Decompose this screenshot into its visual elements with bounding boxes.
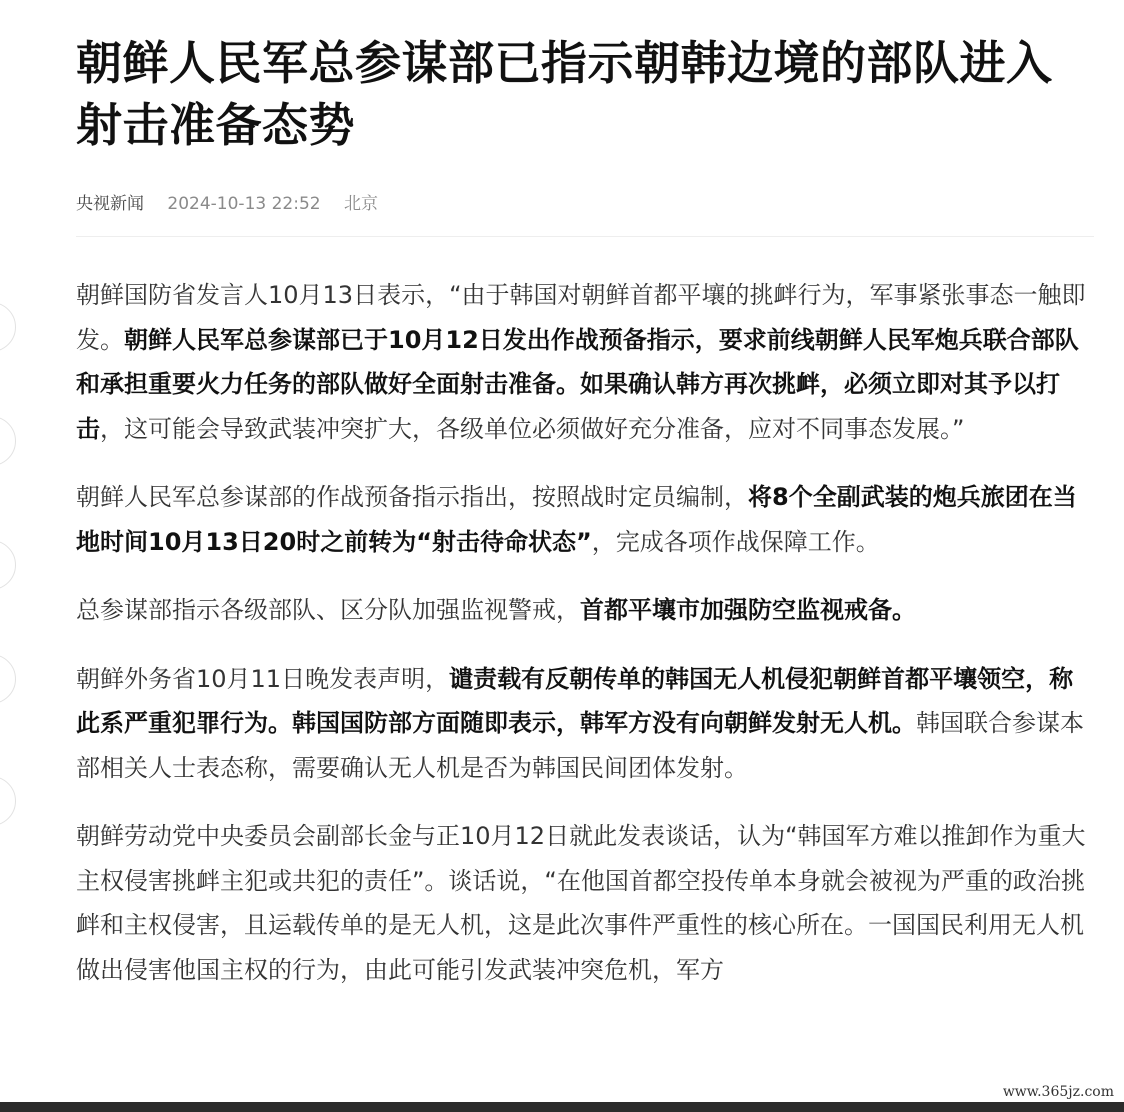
- site-watermark: www.365jz.com: [999, 1082, 1118, 1102]
- text-span: 韩国联合参谋本部相关人士表态称，需要确认无人机是否为韩国民间团体发射。: [76, 709, 1084, 782]
- bold-text: 将8个全副武装的炮兵旅团在当地时间10月13日20时之前转为“射击待命状态”: [76, 483, 1077, 556]
- article-paragraph: [76, 588, 1096, 633]
- text-span: ，完成各项作战保障工作。: [591, 527, 880, 556]
- side-share-button[interactable]: [0, 302, 16, 352]
- text-span: 朝鲜国防省发言人10月13日表示，“由于韩国对朝鲜首都平壤的挑衅行为，军事紧张事态一触即发。: [76, 281, 1086, 354]
- side-comment-button[interactable]: [0, 416, 16, 466]
- text-span: 总参谋部指示各级部队、区分队加强监视警戒，: [76, 596, 580, 624]
- side-more-button[interactable]: [0, 776, 16, 826]
- article-meta: [76, 192, 1096, 216]
- article-paragraph: [76, 273, 1096, 451]
- side-like-button[interactable]: [0, 540, 16, 590]
- article: [76, 32, 1096, 992]
- article-paragraph: [76, 475, 1096, 564]
- article-datetime: 2024-10-13 22:52: [167, 194, 321, 214]
- bottom-bar: [0, 1102, 1124, 1112]
- bold-text: 谴责载有反朝传单的韩国无人机侵犯朝鲜首都平壤领空，称此系严重犯罪行为。韩国国防部方面随即表示，韩军方没有向朝鲜发射无人机。: [76, 664, 1074, 737]
- text-span: 朝鲜人民军总参谋部的作战预备指示指出，按照战时定员编制，: [76, 483, 748, 511]
- article-title: 朝鲜人民军总参谋部已指示朝韩边境的部队进入射击准备态势: [76, 36, 1053, 152]
- article-source[interactable]: 央视新闻: [76, 194, 144, 214]
- bold-text: 朝鲜人民军总参谋部已于10月12日发出作战预备指示，要求前线朝鲜人民军炮兵联合部队和承担重要火力任务的部队做好全面射击准备。如果确认韩方再次挑衅，必须立即对其予以打击: [76, 325, 1079, 443]
- text-span: 朝鲜劳动党中央委员会副部长金与正10月12日就此发表谈话，认为“韩国军方难以推卸作为重大主权侵害挑衅主犯或共犯的责任”。谈话说，“在他国首都空投传单本身就会被视为严重的政治挑衅和主权侵害，且运载传单的是无人机，这是此次事件严重性的核心所在。一国国民利用无人机做出侵害他国主权的行为，由此可能引发武装冲突危机，军方: [76, 822, 1086, 984]
- bold-text: 首都平壤市加强防空监视戒备。: [580, 596, 916, 624]
- article-paragraph: [76, 657, 1096, 791]
- text-span: 朝鲜外务省10月11日晚发表声明，: [76, 664, 450, 693]
- meta-divider: [76, 236, 1094, 237]
- article-location: 北京: [344, 194, 379, 214]
- article-paragraph: [76, 814, 1096, 992]
- side-collect-button[interactable]: [0, 654, 16, 704]
- text-span: ，这可能会导致武装冲突扩大，各级单位必须做好充分准备，应对不同事态发展。”: [100, 414, 965, 443]
